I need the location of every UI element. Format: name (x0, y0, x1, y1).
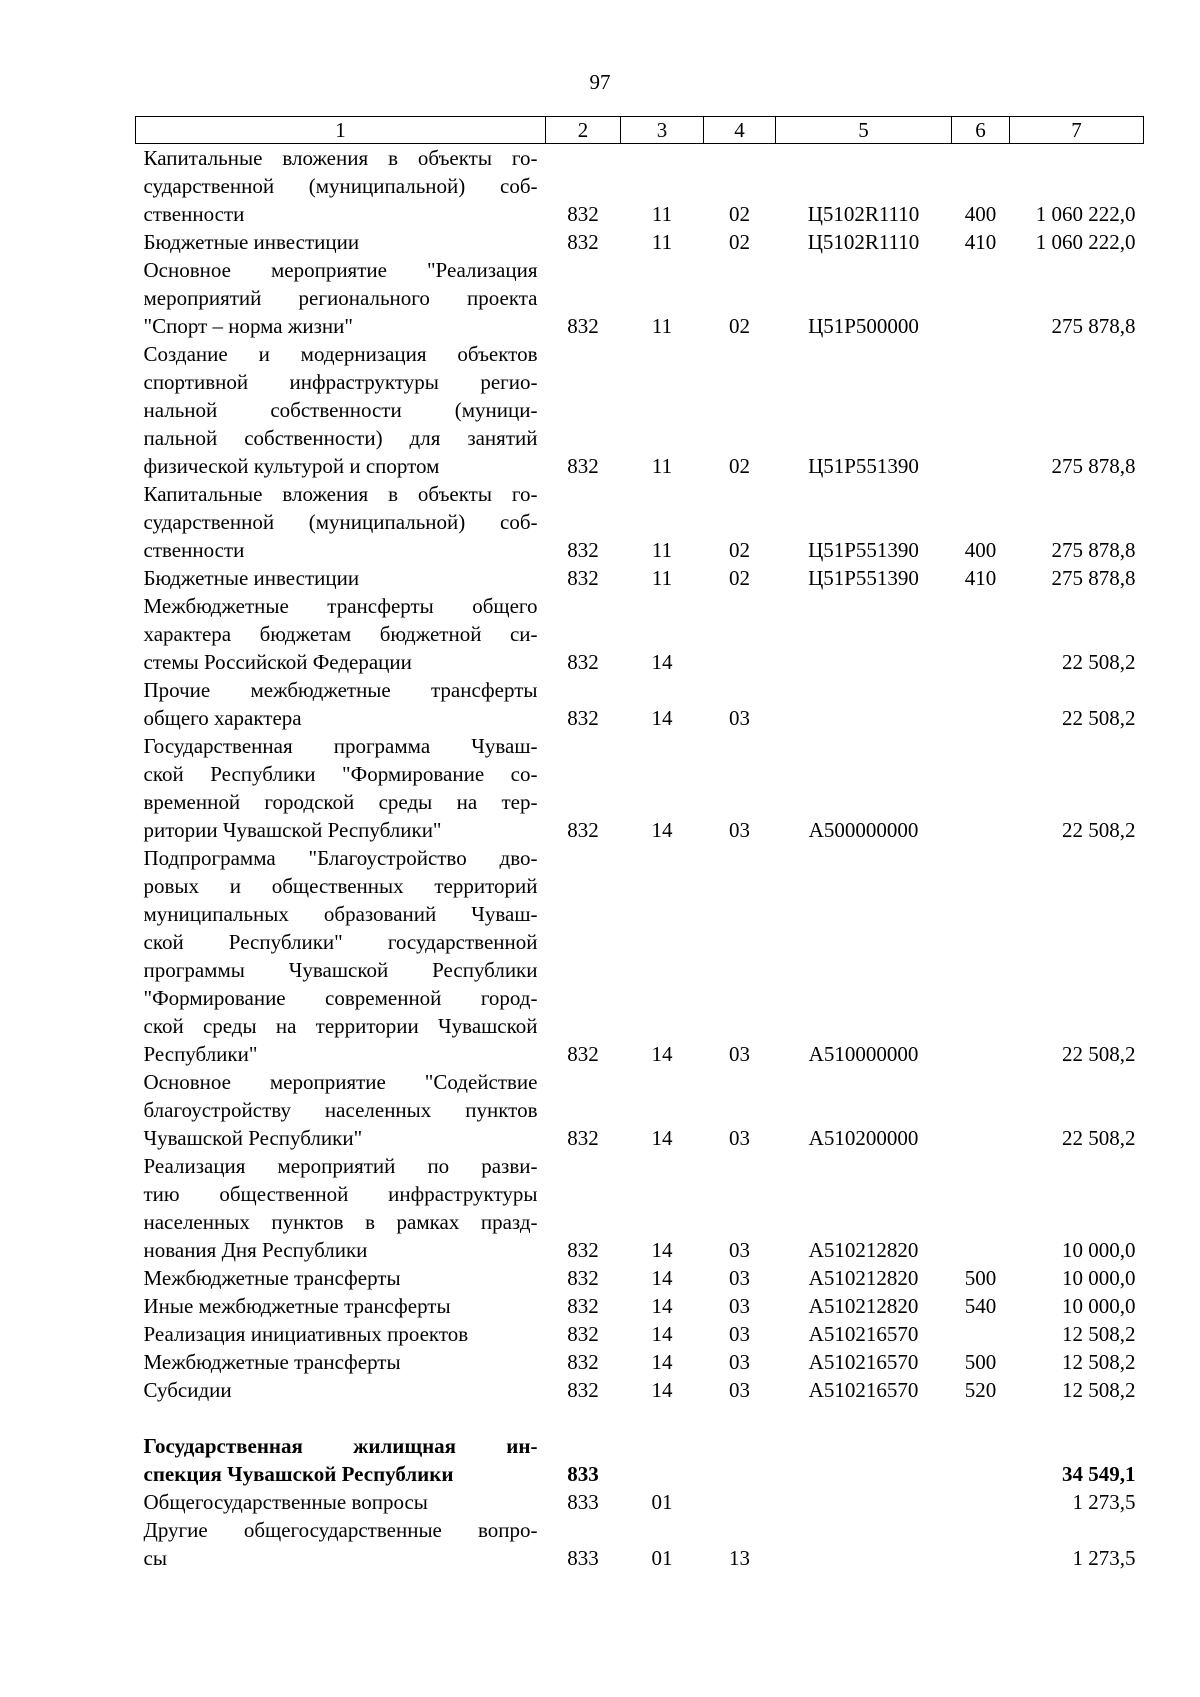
section-code-cell: 14 (651, 650, 673, 674)
amount-cell: 22 508,2 (1062, 706, 1136, 730)
expense-type-cell (952, 1488, 1010, 1516)
section-code-cell: 14 (651, 1378, 673, 1402)
row-name-line: муниципальных образований Чуваш- (143, 902, 538, 926)
row-name-cell (136, 1152, 546, 1264)
expense-type-cell: 410 (964, 230, 997, 254)
amount-cell: 275 878,8 (1051, 454, 1136, 478)
row-name-line: Межбюджетные трансферты общего (143, 594, 538, 618)
ministry-code-cell: 833 (567, 1490, 599, 1514)
subsection-code-cell: 02 (729, 314, 750, 338)
row-name-line: Межбюджетные трансферты (143, 1350, 401, 1374)
row-name-line: Реализация инициативных проектов (143, 1322, 469, 1346)
table-row (136, 1348, 1144, 1376)
ministry-code-cell: 832 (567, 1378, 599, 1402)
amount-cell: 275 878,8 (1051, 566, 1136, 590)
section-code-cell: 11 (651, 230, 673, 254)
target-article-cell: Ц51P500000 (808, 314, 919, 338)
table-row (136, 1292, 1144, 1320)
column-header-amount: 7 (1010, 117, 1144, 144)
ministry-code-cell: 832 (567, 314, 599, 338)
target-article-cell (776, 676, 952, 732)
table-row (136, 340, 1144, 480)
page-number: 97 (589, 70, 611, 94)
row-name-cell (136, 340, 546, 480)
table-body (136, 144, 1144, 1573)
row-name-cell (136, 564, 546, 592)
table-row (136, 1320, 1144, 1348)
row-name-line: сударственной (муниципальной) соб- (143, 510, 538, 534)
expense-type-cell: 500 (964, 1266, 997, 1290)
section-code-cell: 11 (651, 538, 673, 562)
section-code-cell (621, 1432, 704, 1488)
table-row (136, 1264, 1144, 1292)
column-header-expense-type: 6 (952, 117, 1010, 144)
subsection-code-cell: 03 (729, 1238, 750, 1262)
column-header-name: 1 (136, 117, 546, 144)
table-header-row (136, 117, 1144, 144)
row-name-line: нальной собственности (муници- (143, 398, 538, 422)
section-code-cell: 14 (651, 1238, 673, 1262)
target-article-cell: A510000000 (808, 1042, 919, 1066)
amount-cell: 22 508,2 (1062, 1042, 1136, 1066)
row-name-line: ственности (143, 202, 245, 226)
row-name-line: Создание и модернизация объектов (143, 342, 538, 366)
expense-type-cell (952, 340, 1010, 480)
ministry-code-cell: 832 (567, 818, 599, 842)
amount-cell: 22 508,2 (1062, 650, 1136, 674)
section-code-cell: 14 (651, 1126, 673, 1150)
row-name-line: Бюджетные инвестиции (143, 566, 360, 590)
target-article-cell: A500000000 (808, 818, 919, 842)
section-code-cell: 14 (651, 1294, 673, 1318)
expense-type-cell: 400 (964, 202, 997, 226)
row-name-line: нования Дня Республики (143, 1238, 368, 1262)
ministry-code-cell: 832 (567, 1266, 599, 1290)
ministry-code-cell: 832 (567, 1294, 599, 1318)
amount-cell: 1 060 222,0 (1035, 230, 1136, 254)
amount-cell: 1 273,5 (1072, 1490, 1136, 1514)
column-header-ministry: 2 (546, 117, 621, 144)
row-name-cell (136, 1432, 546, 1488)
table-row (136, 732, 1144, 844)
row-name-line: сы (143, 1546, 167, 1570)
row-name-line: Прочие межбюджетные трансферты (143, 678, 538, 702)
ministry-code-cell: 832 (567, 202, 599, 226)
target-article-cell: Ц5102R1110 (807, 202, 920, 226)
amount-cell: 10 000,0 (1062, 1238, 1136, 1262)
expense-type-cell: 520 (964, 1378, 997, 1402)
row-name-cell (136, 1068, 546, 1152)
section-code-cell: 11 (651, 314, 673, 338)
table-spacer-row (136, 1404, 1144, 1432)
row-name-cell (136, 1264, 546, 1292)
expense-type-cell (952, 1516, 1010, 1572)
row-name-line: программы Чувашской Республики (143, 958, 538, 982)
target-article-cell: Ц5102R1110 (807, 230, 920, 254)
row-name-line: Капитальные вложения в объекты го- (143, 482, 538, 506)
row-name-line: стемы Российской Федерации (143, 650, 412, 674)
expense-type-cell: 540 (964, 1294, 997, 1318)
row-name-line: спортивной инфраструктуры регио- (143, 370, 538, 394)
subsection-code-cell: 03 (729, 1350, 750, 1374)
row-name-line: ской среды на территории Чувашской (143, 1014, 538, 1038)
amount-cell: 10 000,0 (1062, 1294, 1136, 1318)
section-code-cell: 14 (651, 1350, 673, 1374)
row-name-line: Республики" (143, 1042, 258, 1066)
target-article-cell: Ц51P551390 (808, 538, 919, 562)
target-article-cell: Ц51P551390 (808, 566, 919, 590)
subsection-code-cell (704, 1432, 776, 1488)
subsection-code-cell: 03 (729, 706, 750, 730)
row-name-line: Государственная программа Чуваш- (143, 734, 538, 758)
row-name-line: Иные межбюджетные трансферты (143, 1294, 451, 1318)
expense-type-cell: 500 (964, 1350, 997, 1374)
expense-type-cell (952, 676, 1010, 732)
row-name-line: ственности (143, 538, 245, 562)
amount-cell: 275 878,8 (1051, 538, 1136, 562)
target-article-cell: A510212820 (808, 1294, 919, 1318)
row-name-line: ской Республики" государственной (143, 930, 538, 954)
expense-type-cell (952, 592, 1010, 676)
table-row (136, 1432, 1144, 1488)
row-name-line: тию общественной инфраструктуры (143, 1182, 538, 1206)
row-name-line: пальной собственности) для занятий (143, 426, 538, 450)
column-header-subsection: 4 (704, 117, 776, 144)
amount-cell: 1 060 222,0 (1035, 202, 1136, 226)
row-name-cell (136, 228, 546, 256)
subsection-code-cell: 02 (729, 202, 750, 226)
ministry-code-cell: 832 (567, 1322, 599, 1346)
row-name-cell (136, 676, 546, 732)
target-article-cell: A510200000 (808, 1126, 919, 1150)
row-name-line: сударственной (муниципальной) соб- (143, 174, 538, 198)
table-row (136, 676, 1144, 732)
target-article-cell (776, 592, 952, 676)
target-article-cell (776, 1516, 952, 1572)
section-code-cell: 14 (651, 818, 673, 842)
section-code-cell: 01 (651, 1546, 673, 1570)
row-name-line: ровых и общественных территорий (143, 874, 538, 898)
subsection-code-cell: 02 (729, 566, 750, 590)
table-row (136, 1068, 1144, 1152)
row-name-line: Основное мероприятие "Реализация (143, 258, 538, 282)
amount-cell: 12 508,2 (1062, 1378, 1136, 1402)
amount-cell: 34 549,1 (1062, 1462, 1136, 1486)
ministry-code-cell: 832 (567, 1042, 599, 1066)
column-header-target-article: 5 (776, 117, 952, 144)
row-name-cell (136, 1348, 546, 1376)
expense-type-cell (952, 732, 1010, 844)
expense-type-cell: 400 (964, 538, 997, 562)
row-name-line: временной городской среды на тер- (143, 790, 538, 814)
subsection-code-cell: 03 (729, 1266, 750, 1290)
table-row (136, 1488, 1144, 1516)
row-name-line: Основное мероприятие "Содействие (143, 1070, 538, 1094)
subsection-code-cell (704, 592, 776, 676)
expense-type-cell (952, 1068, 1010, 1152)
expense-type-cell (952, 256, 1010, 340)
expense-type-cell (952, 1320, 1010, 1348)
row-name-line: общего характера (143, 706, 302, 730)
expense-type-cell (952, 844, 1010, 1068)
ministry-code-cell: 832 (567, 538, 599, 562)
target-article-cell: A510212820 (808, 1238, 919, 1262)
table-row (136, 1376, 1144, 1404)
row-name-line: Капитальные вложения в объекты го- (143, 146, 538, 170)
row-name-cell (136, 1292, 546, 1320)
row-name-line: характера бюджетам бюджетной си- (143, 622, 538, 646)
subsection-code-cell: 03 (729, 1322, 750, 1346)
row-name-cell (136, 480, 546, 564)
ministry-code-cell: 832 (567, 230, 599, 254)
target-article-cell: Ц51P551390 (808, 454, 919, 478)
row-name-cell (136, 256, 546, 340)
amount-cell: 1 273,5 (1072, 1546, 1136, 1570)
subsection-code-cell: 13 (729, 1546, 750, 1570)
row-name-line: Реализация мероприятий по разви- (143, 1154, 538, 1178)
section-code-cell: 14 (651, 1042, 673, 1066)
ministry-code-cell: 832 (567, 706, 599, 730)
row-name-line: физической культурой и спортом (143, 454, 440, 478)
row-name-line: ритории Чувашской Республики" (143, 818, 442, 842)
row-name-line: Подпрограмма "Благоустройство дво- (143, 846, 538, 870)
ministry-code-cell: 832 (567, 1238, 599, 1262)
row-name-line: Субсидии (143, 1378, 232, 1402)
subsection-code-cell: 03 (729, 1042, 750, 1066)
table-row (136, 1516, 1144, 1572)
amount-cell: 22 508,2 (1062, 1126, 1136, 1150)
expense-type-cell (952, 1152, 1010, 1264)
target-article-cell (776, 1488, 952, 1516)
amount-cell: 10 000,0 (1062, 1266, 1136, 1290)
amount-cell: 275 878,8 (1051, 314, 1136, 338)
row-name-line: Бюджетные инвестиции (143, 230, 360, 254)
target-article-cell (776, 1432, 952, 1488)
row-name-line: ской Республики "Формирование со- (143, 762, 538, 786)
expense-type-cell: 410 (964, 566, 997, 590)
table-row (136, 844, 1144, 1068)
row-name-line: населенных пунктов в рамках празд- (143, 1210, 538, 1234)
amount-cell: 12 508,2 (1062, 1322, 1136, 1346)
amount-cell: 12 508,2 (1062, 1350, 1136, 1374)
row-name-line: Межбюджетные трансферты (143, 1266, 401, 1290)
table-row (136, 228, 1144, 256)
table-row (136, 564, 1144, 592)
section-code-cell: 14 (651, 706, 673, 730)
ministry-code-cell: 833 (567, 1546, 599, 1570)
section-code-cell: 14 (651, 1322, 673, 1346)
subsection-code-cell: 03 (729, 818, 750, 842)
column-header-section: 3 (621, 117, 704, 144)
row-name-line: мероприятий регионального проекта (143, 286, 538, 310)
row-name-line: "Формирование современной город- (143, 986, 538, 1010)
row-name-cell (136, 1320, 546, 1348)
section-code-cell: 11 (651, 566, 673, 590)
subsection-code-cell: 03 (729, 1378, 750, 1402)
ministry-code-cell: 832 (567, 1350, 599, 1374)
subsection-code-cell: 03 (729, 1294, 750, 1318)
row-name-cell (136, 732, 546, 844)
target-article-cell: A510216570 (808, 1350, 919, 1374)
row-name-line: благоустройству населенных пунктов (143, 1098, 538, 1122)
target-article-cell: A510216570 (808, 1378, 919, 1402)
table-row (136, 144, 1144, 229)
table-row (136, 480, 1144, 564)
row-name-line: "Спорт – норма жизни" (143, 314, 353, 338)
row-name-line: Чувашской Республики" (143, 1126, 363, 1150)
row-name-line: спекция Чувашской Республики (143, 1462, 454, 1486)
subsection-code-cell: 02 (729, 230, 750, 254)
target-article-cell: A510216570 (808, 1322, 919, 1346)
row-name-cell (136, 1516, 546, 1572)
row-name-line: Общегосударственные вопросы (143, 1490, 428, 1514)
table-row (136, 592, 1144, 676)
subsection-code-cell (704, 1488, 776, 1516)
row-name-line: Другие общегосударственные вопро- (143, 1518, 538, 1542)
ministry-code-cell: 832 (567, 1126, 599, 1150)
section-code-cell: 14 (651, 1266, 673, 1290)
amount-cell: 22 508,2 (1062, 818, 1136, 842)
section-code-cell: 11 (651, 202, 673, 226)
row-name-cell (136, 844, 546, 1068)
subsection-code-cell: 02 (729, 454, 750, 478)
budget-table (135, 116, 1144, 1572)
section-code-cell: 11 (651, 454, 673, 478)
ministry-code-cell: 832 (567, 566, 599, 590)
table-row (136, 1152, 1144, 1264)
row-name-cell (136, 1376, 546, 1404)
row-name-cell (136, 1488, 546, 1516)
row-name-line: Государственная жилищная ин- (143, 1434, 538, 1458)
subsection-code-cell: 03 (729, 1126, 750, 1150)
ministry-code-cell: 832 (567, 650, 599, 674)
expense-type-cell (952, 1432, 1010, 1488)
table-row (136, 256, 1144, 340)
ministry-code-cell: 833 (567, 1462, 599, 1486)
ministry-code-cell: 832 (567, 454, 599, 478)
subsection-code-cell: 02 (729, 538, 750, 562)
row-name-cell (136, 144, 546, 229)
section-code-cell: 01 (651, 1490, 673, 1514)
target-article-cell: A510212820 (808, 1266, 919, 1290)
spacer-cell (136, 1404, 1144, 1432)
row-name-cell (136, 592, 546, 676)
